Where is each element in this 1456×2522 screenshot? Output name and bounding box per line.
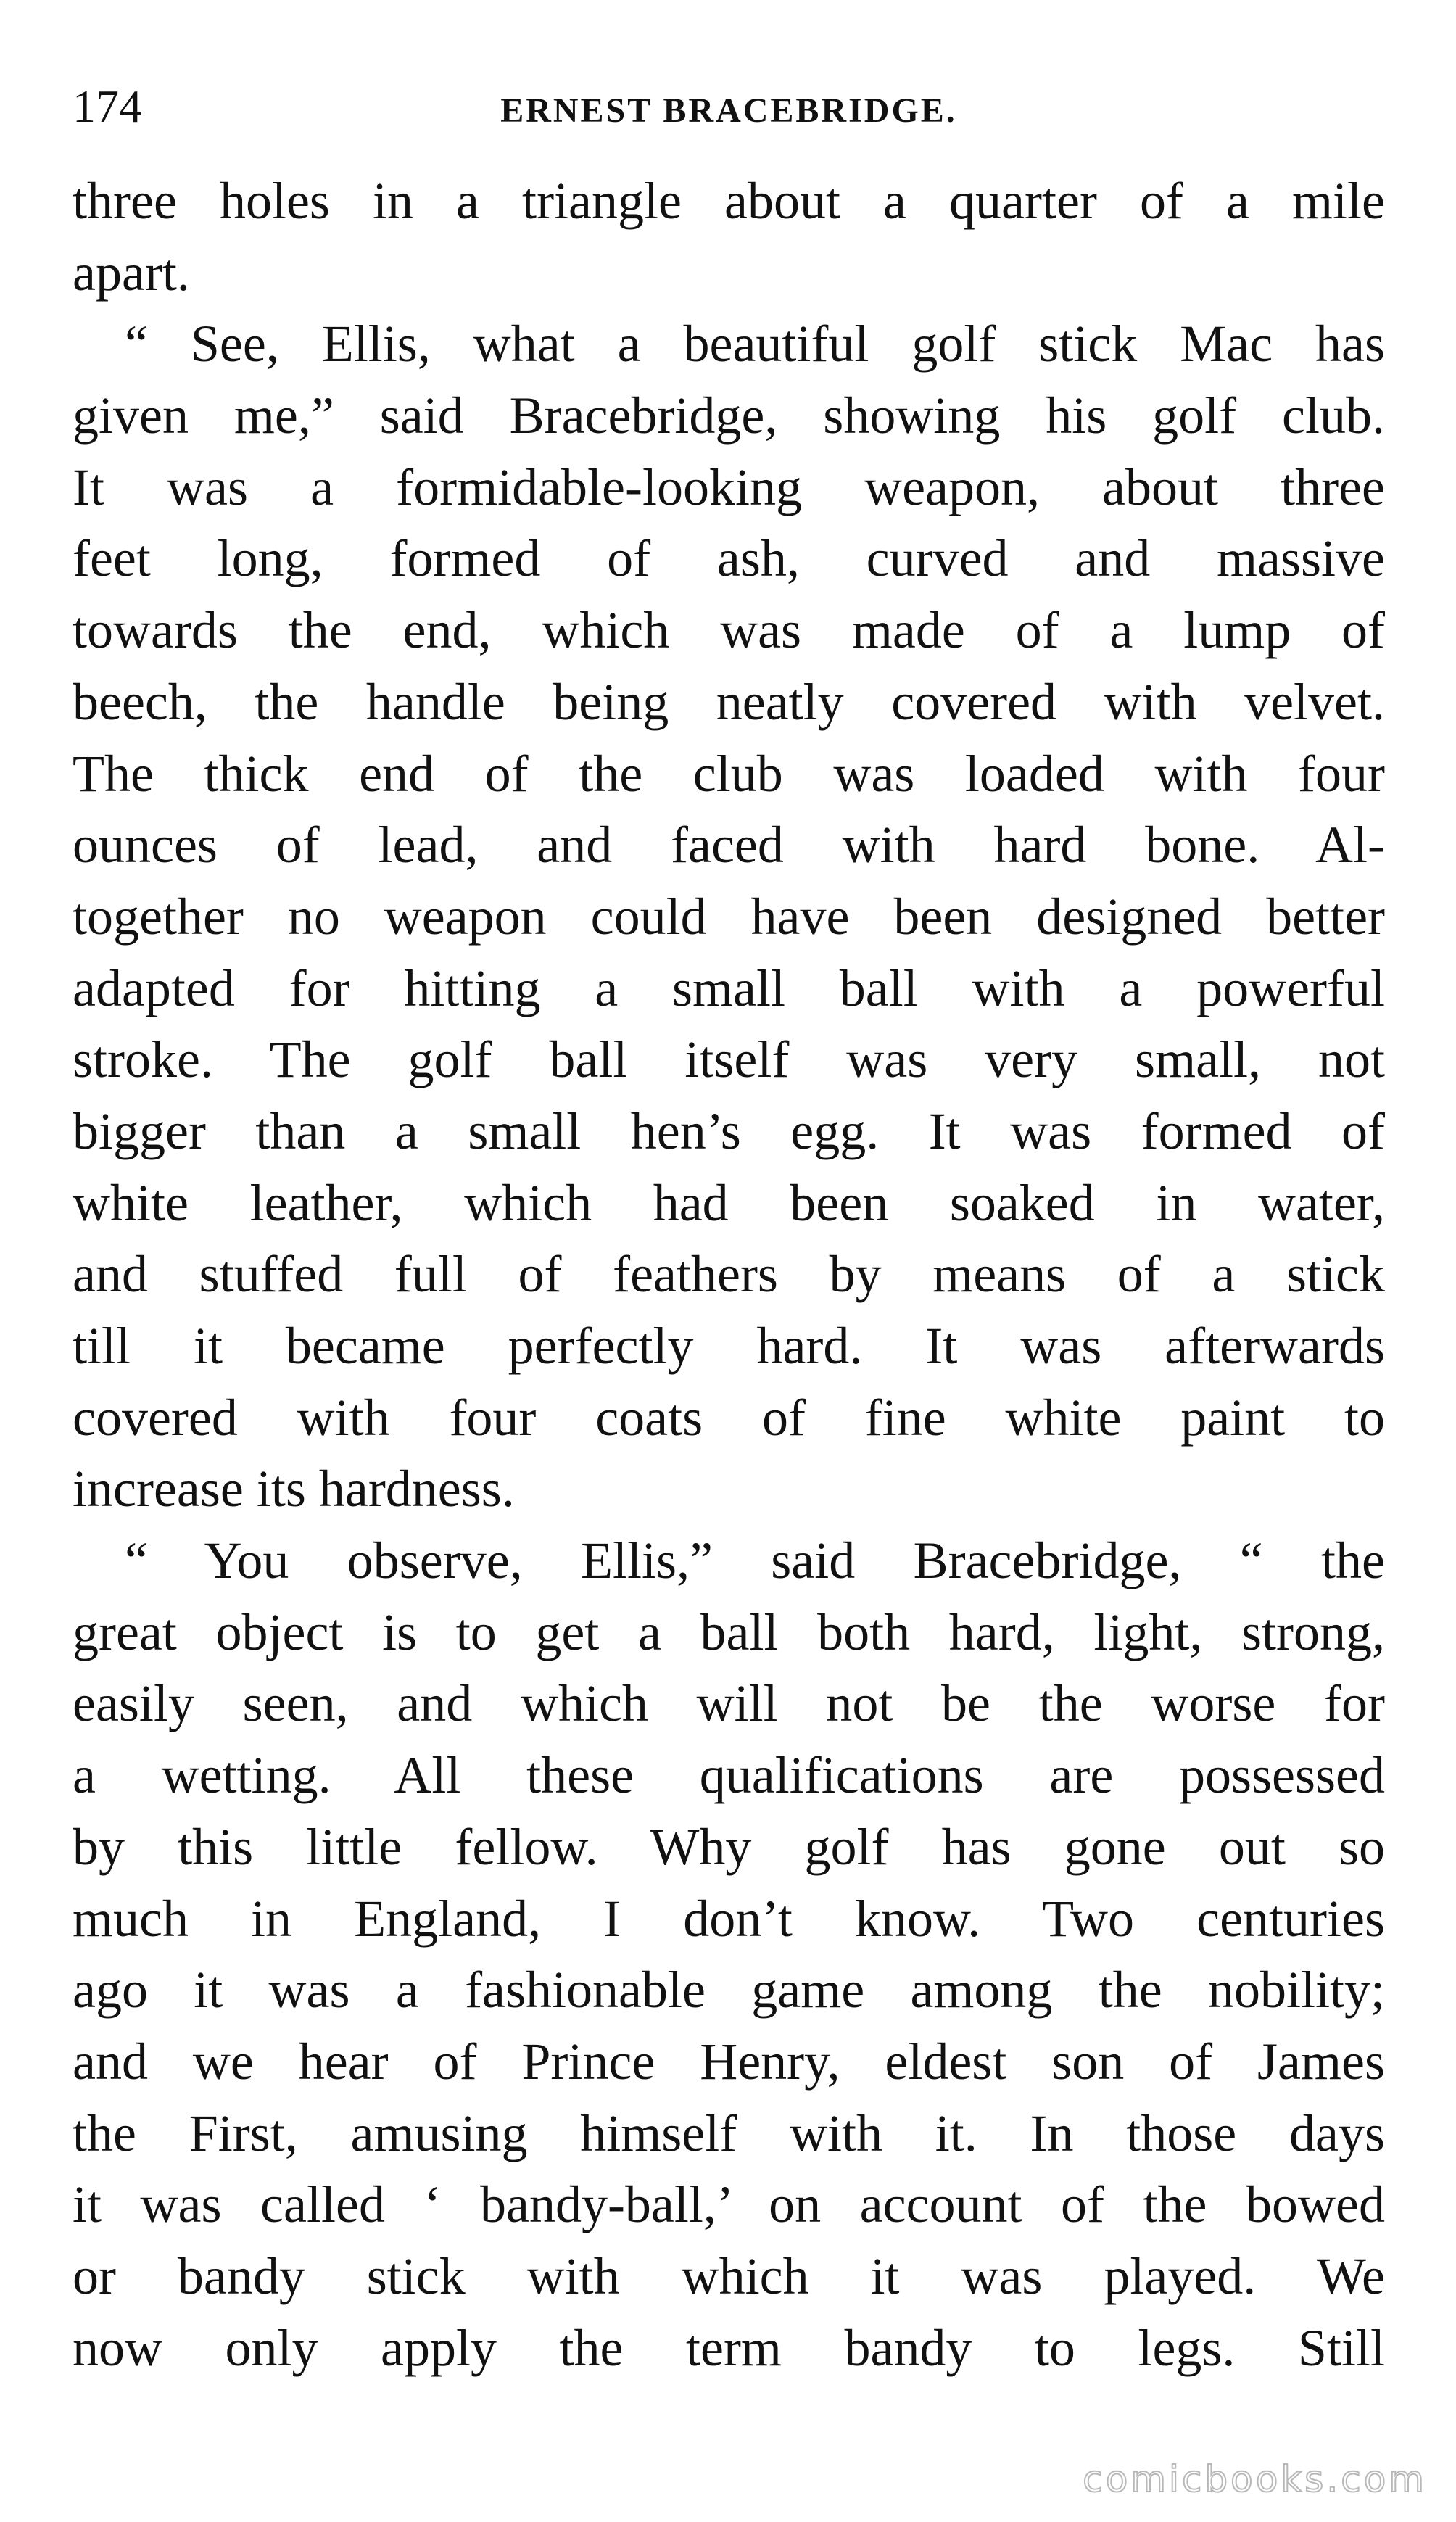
text-line: easily seen, and which will not be the worse for — [73, 1674, 1385, 1733]
text-line: given me,” said Bracebridge, showing his golf club. — [73, 386, 1385, 445]
text-line: it was called ‘ bandy-ball,’ on account of the bowed — [73, 2175, 1385, 2234]
text-line: by this little fellow. Why golf has gone out so — [73, 1817, 1385, 1876]
text-line: or bandy stick with which it was played. We — [73, 2246, 1385, 2305]
text-line: great object is to get a ball both hard, light, strong, — [73, 1603, 1385, 1661]
running-title: ERNEST BRACEBRIDGE. — [500, 91, 957, 130]
text-line: and we hear of Prince Henry, eldest son of James — [73, 2032, 1385, 2091]
page-number: 174 — [73, 80, 142, 132]
text-line: and stuffed full of feathers by means of a stick — [73, 1245, 1385, 1304]
text-line: feet long, formed of ash, curved and massive — [73, 529, 1385, 588]
text-line: adapted for hitting a small ball with a powerful — [73, 959, 1385, 1017]
text-line: beech, the handle being neatly covered with velvet. — [73, 672, 1385, 731]
body-text — [73, 165, 1385, 2384]
text-line: together no weapon could have been designed better — [73, 887, 1385, 946]
text-line: stroke. The golf ball itself was very small, not — [73, 1030, 1385, 1089]
text-line: increase its hardness. — [73, 1460, 515, 1518]
text-line: now only apply the term bandy to legs. Still — [73, 2318, 1385, 2377]
text-line: “ You observe, Ellis,” said Bracebridge, “ the — [125, 1531, 1385, 1590]
text-line: bigger than a small hen’s egg. It was formed of — [73, 1101, 1385, 1160]
running-head — [73, 74, 1385, 139]
text-line: The thick end of the club was loaded with four — [73, 744, 1385, 803]
text-line: ago it was a fashionable game among the nobility; — [73, 1961, 1385, 2019]
text-line: three holes in a triangle about a quarter of a mile — [73, 172, 1385, 230]
text-line: the First, amusing himself with it. In those days — [73, 2104, 1385, 2162]
text-line: a wetting. All these qualifications are possessed — [73, 1746, 1385, 1805]
text-line: ounces of lead, and faced with hard bone. Al- — [73, 816, 1385, 875]
watermark: comicbooks.com — [1083, 2458, 1427, 2500]
text-line: apart. — [73, 243, 190, 302]
text-line: towards the end, which was made of a lump of — [73, 601, 1385, 660]
text-line: much in England, I don’t know. Two centuries — [73, 1889, 1385, 1948]
text-line: “ See, Ellis, what a beautiful golf stick Mac has — [125, 315, 1385, 373]
text-line: covered with four coats of fine white paint to — [73, 1388, 1385, 1447]
text-line: It was a formidable-looking weapon, about three — [73, 458, 1385, 516]
text-line: white leather, which had been soaked in water, — [73, 1173, 1385, 1232]
text-line: till it became perfectly hard. It was afterwards — [73, 1317, 1385, 1375]
